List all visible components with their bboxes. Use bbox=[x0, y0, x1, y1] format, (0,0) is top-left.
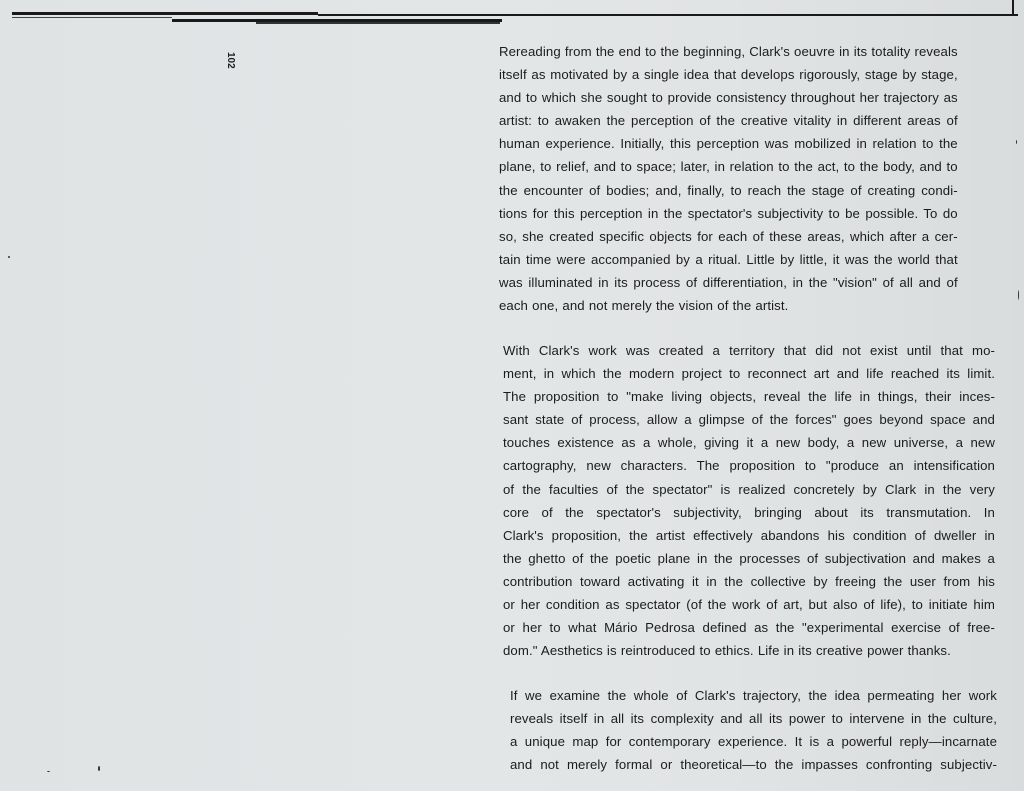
text-line: each one, and not merely the vision of the artist. bbox=[499, 298, 789, 314]
scan-artifact-bar bbox=[12, 17, 172, 18]
text-line: human experience. Initially, this perception was mobilized in relation to the bbox=[499, 136, 958, 152]
text-line: so, she created specific objects for each of these areas, which after a cer- bbox=[499, 228, 958, 244]
scan-speck bbox=[8, 256, 10, 258]
text-line: tions for this perception in the spectator's subjectivity to be possible. To do bbox=[499, 205, 958, 221]
text-line: tain time were accompanied by a ritual. Little by little, it was the world that bbox=[499, 251, 958, 267]
paragraph-3 bbox=[510, 684, 997, 776]
scan-artifact-bar bbox=[256, 22, 500, 24]
scan-speck bbox=[98, 766, 100, 771]
text-line: ment, in which the modern project to reconnect art and life reached its limit. bbox=[503, 366, 995, 382]
text-line: was illuminated in its process of differentiation, in the "vision" of all and of bbox=[499, 274, 958, 290]
page-number: 102 bbox=[225, 52, 236, 69]
text-line: With Clark's work was created a territory that did not exist until that mo- bbox=[503, 343, 995, 358]
scan-speck bbox=[1016, 140, 1017, 144]
text-line: Clark's proposition, the artist effectively abandons his condition of dweller in bbox=[503, 527, 995, 543]
paragraph-1 bbox=[499, 40, 958, 317]
scan-artifact-bar bbox=[318, 14, 1018, 16]
text-line: itself as motivated by a single idea that develops rigorously, stage by stage, bbox=[499, 67, 958, 83]
text-line: contribution toward activating it in the collective by freeing the user from his bbox=[503, 573, 995, 589]
text-line: plane, to relief, and to space; later, in relation to the act, to the body, and to bbox=[499, 159, 958, 175]
text-line: core of the spectator's subjectivity, bringing about its transmutation. In bbox=[503, 504, 995, 520]
text-line: reveals itself in all its complexity and all its power to intervene in the culture, bbox=[510, 711, 997, 727]
text-line: The proposition to "make living objects, reveal the life in things, their inces- bbox=[503, 389, 995, 405]
text-line: dom." Aesthetics is reintroduced to ethics. Life in its creative power thanks. bbox=[503, 643, 951, 659]
text-line: or her condition as spectator (of the work of art, but also of life), to initiate him bbox=[503, 597, 995, 613]
text-line: and to which she sought to provide consistency throughout her trajectory as bbox=[499, 90, 958, 106]
scan-artifact-bar bbox=[12, 12, 318, 15]
scan-speck bbox=[1018, 290, 1019, 300]
text-line: touches existence as a whole, giving it a new body, a new universe, a new bbox=[503, 435, 995, 451]
scan-artifact-bar bbox=[1012, 0, 1014, 14]
text-line: sant state of process, allow a glimpse of the forces" goes beyond space and bbox=[503, 412, 995, 428]
text-line: and not merely formal or theoretical—to the impasses confronting subjectiv- bbox=[510, 757, 997, 773]
text-line: of the faculties of the spectator" is realized concretely by Clark in the very bbox=[503, 481, 995, 497]
text-line: If we examine the whole of Clark's trajectory, the idea permeating her work bbox=[510, 688, 997, 703]
text-line: cartography, new characters. The proposition to "produce an intensification bbox=[503, 458, 995, 474]
text-line: the encounter of bodies; and, finally, to reach the stage of creating condi- bbox=[499, 182, 958, 198]
text-line: a unique map for contemporary experience. It is a powerful reply—incarnate bbox=[510, 734, 997, 750]
text-line: or her to what Mário Pedrosa defined as the "experimental exercise of free- bbox=[503, 620, 995, 636]
paragraph-2 bbox=[503, 339, 995, 662]
text-line: the ghetto of the poetic plane in the processes of subjectivation and makes a bbox=[503, 550, 995, 566]
scan-speck bbox=[47, 771, 50, 772]
text-line: Rereading from the end to the beginning, Clark's oeuvre in its totality reveals bbox=[499, 44, 958, 59]
text-line: artist: to awaken the perception of the creative vitality in different areas of bbox=[499, 113, 958, 129]
